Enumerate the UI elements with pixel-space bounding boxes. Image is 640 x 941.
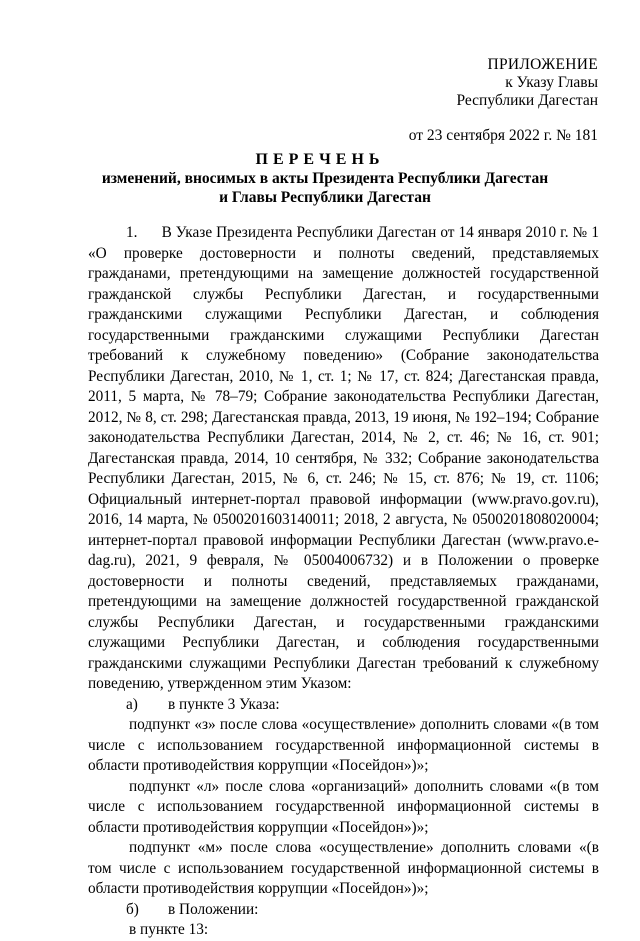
document-subtitle-line-2: и Главы Республики Дагестан [219,189,431,206]
subitem-l: подпункт «л» после слова «организаций» дополнить словами «(в том числе с использованием государственной информационной системы в области противодействия коррупции «Посейдон»)»; [88,777,599,836]
paragraph-1: 1. В Указе Президента Республики Дагестан от 14 января 2010 г. № 1 «О проверке достоверности и полноты сведений, представляемых гражданами, претендующими на замещение должностей государственной гражданской службы Республики Дагестан, и государственными гражданскими служащими Республики Дагестан, и соблюдения государственными гражданскими служащими Республики Дагестан требований к служебному поведению» (Собрание законодательства Республики Дагестан, 2010, № 1, ст. 1; № 17, ст. 824; Дагестанская правда, 2011, 5 марта, № 78–79; Собрание законодательства Республики Дагестан, 2012, № 8, ст. 298; Дагестанская правда, 2013, 19 июня, № 192–194; Собрание законодательства Республики Дагестан, 2014, № 2, ст. 46; № 16, ст. 901; Дагестанская правда, 2014, 10 сентября, № 332; Собрание законодательства Республики Дагестан, 2015, № 6, ст. 246; № 15, ст. 876; № 19, ст. 1106; Официальный интернет-портал правовой информации (www.pravo.gov.ru), 2016, 14 марта, № 0500201603140011; 2018, 2 августа, № 0500201808020004; интернет-портал правовой информации Республики Дагестан (www.pravo.e-dag.ru), 2021, 9 февраля, № 05004006732) и в Положении о проверке достоверности и полноты сведений, представляемых гражданами, претендующими на замещение должностей государственной гражданской службы Республики Дагестан, и государственными гражданскими служащими Республики Дагестан, и соблюдения государственными гражданскими служащими Республики Дагестан требований к служебному поведению, утвержденном этим Указом: [88,224,599,692]
document-subtitle [90,169,560,207]
subitem-z: подпункт «з» после слова «осуществление» дополнить словами «(в том числе с использованием государственной информационной системы в области противодействия коррупции «Посейдон»)»; [88,716,599,774]
appendix-header [398,56,598,110]
item-a-text: в пункте 3 Указа: [168,695,280,713]
document-subtitle-line-1: изменений, вносимых в акты Президента Республики Дагестан [101,170,549,187]
item-b-marker: б) [126,900,139,918]
item-b-text: в Положении: [168,900,259,918]
item-a [88,695,599,716]
appendix-title: ПРИЛОЖЕНИЕ [487,56,598,73]
appendix-line-republic: Республики Дагестан [456,92,598,109]
order-date: от 23 сентября 2022 г. № 181 [408,127,598,144]
appendix-line-decree: к Указу Главы [505,74,598,91]
item-b [88,900,599,921]
document-title: ПЕРЕЧЕНЬ [255,151,385,168]
document-body [88,223,599,941]
clause-13-line: в пункте 13: [129,921,209,938]
item-a-marker: а) [126,695,138,713]
subitem-m: подпункт «м» после слова «осуществление» дополнить словами «(в том числе с использованием государственной информационной системы в области противодействия коррупции «Посейдон»)»; [88,839,599,897]
